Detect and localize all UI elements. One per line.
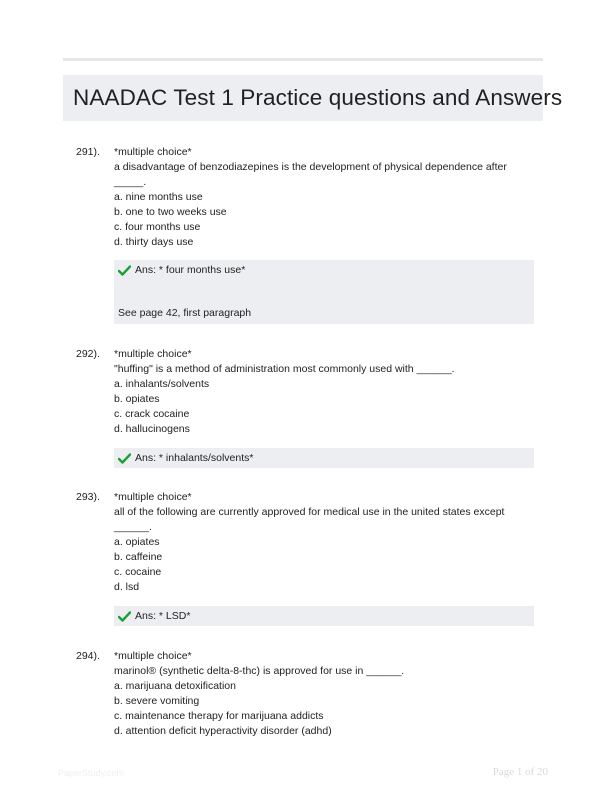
answer-panel-291: [114, 260, 534, 324]
question-number: 294).: [76, 650, 100, 662]
question-body: [114, 145, 534, 250]
answer-panel-292: [114, 448, 534, 468]
question-body: [114, 490, 534, 595]
option-b: b. opiates: [114, 393, 160, 405]
option-d: d. attention deficit hyperactivity disorder (adhd): [114, 725, 332, 737]
question-type: *multiple choice*: [114, 348, 192, 360]
title-banner: [63, 75, 563, 121]
answer-line: [118, 448, 530, 468]
check-icon: [118, 611, 131, 622]
question-number: 291).: [76, 146, 100, 158]
option-d: d. lsd: [114, 581, 140, 593]
footer-site: PaperStudy.com: [58, 768, 124, 778]
question-text: marinol® (synthetic delta-8-thc) is approved for use in ______.: [114, 665, 405, 677]
option-a: a. marijuana detoxification: [114, 680, 236, 692]
question-body: [114, 649, 534, 739]
top-divider: [63, 58, 543, 61]
page-title: NAADAC Test 1 Practice questions and Answers: [73, 85, 563, 110]
option-d: d. hallucinogens: [114, 423, 190, 435]
check-icon: [118, 453, 131, 464]
page-number: Page 1 of 20: [492, 766, 548, 778]
answer-text: Ans: * inhalants/solvents*: [135, 451, 254, 464]
question-text: a disadvantage of benzodiazepines is the development of physical dependence after _____.: [114, 161, 507, 188]
option-c: c. cocaine: [114, 566, 162, 578]
option-c: c. crack cocaine: [114, 408, 190, 420]
option-a: a. nine months use: [114, 191, 203, 203]
option-b: b. caffeine: [114, 551, 163, 563]
question-body: [114, 347, 534, 437]
question-type: *multiple choice*: [114, 491, 192, 503]
answer-line: [118, 260, 530, 280]
option-c: c. maintenance therapy for marijuana addicts: [114, 710, 324, 722]
question-text: "huffing" is a method of administration most commonly used with ______.: [114, 363, 455, 375]
question-type: *multiple choice*: [114, 146, 192, 158]
question-number: 292).: [76, 348, 100, 360]
check-icon: [118, 265, 131, 276]
answer-panel-293: [114, 606, 534, 626]
answer-text: Ans: * LSD*: [135, 609, 191, 622]
option-b: b. severe vomiting: [114, 695, 200, 707]
question-number: 293).: [76, 491, 100, 503]
answer-text: Ans: * four months use*: [135, 263, 246, 276]
answer-line: [118, 606, 530, 626]
option-a: a. inhalants/solvents: [114, 378, 210, 390]
option-b: b. one to two weeks use: [114, 206, 227, 218]
question-text: all of the following are currently approved for medical use in the united states except ______.: [114, 506, 505, 533]
option-a: a. opiates: [114, 536, 160, 548]
question-type: *multiple choice*: [114, 650, 192, 662]
answer-reference: See page 42, first paragraph: [118, 307, 252, 319]
option-c: c. four months use: [114, 221, 201, 233]
option-d: d. thirty days use: [114, 236, 194, 248]
